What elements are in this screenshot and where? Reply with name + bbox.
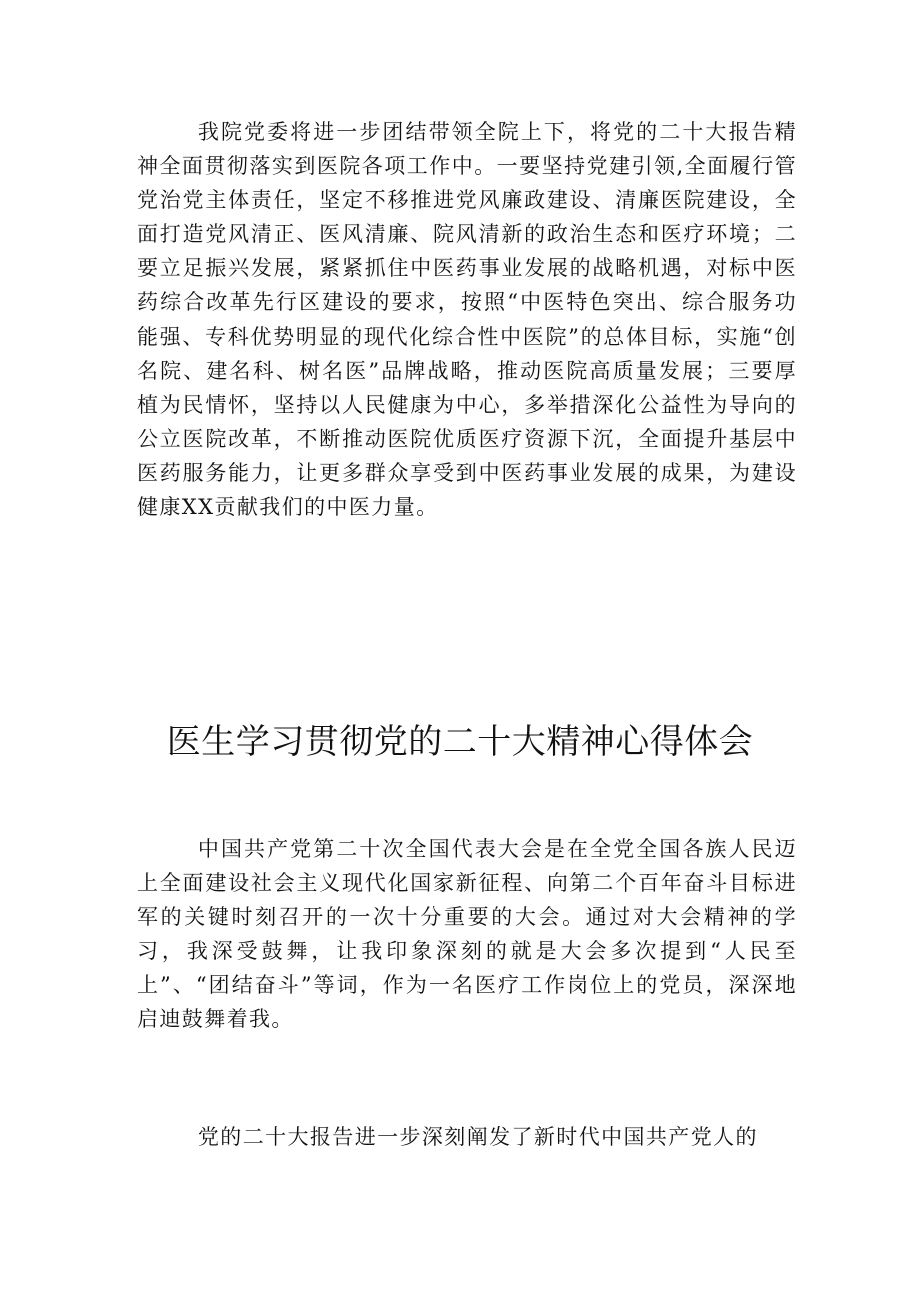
body-paragraph-1: 我院党委将进一步团结带领全院上下，将党的二十大报告精神全面贯彻落实到医院各项工作中。一要坚持党建引领,全面履行管党治党主体责任，坚定不移推进党风廉政建设、清廉医院建设，全面打造党风清正、医风清廉、院风清新的政治生态和医疗环境；二要立足振兴发展，紧紧抓住中医药事业发展的战略机遇，对标中医药综合改革先行区建设的要求，按照“中医特色突出、综合服务功能强、专科优势明显的现代化综合性中医院”的总体目标，实施“创名院、建名科、树名医”品牌战略，推动医院高质量发展；三要厚植为民情怀，坚持以人民健康为中心，多举措深化公益性为导向的公立医院改革，不断推动医院优质医疗资源下沉，全面提升基层中医药服务能力，让更多群众享受到中医药事业发展的成果，为建设健康XX贡献我们的中医力量。 — [137, 120, 797, 520]
body-paragraph-2: 中国共产党第二十次全国代表大会是在全党全国各族人民迈上全面建设社会主义现代化国家新征程、向第二个百年奋斗目标进军的关键时刻召开的一次十分重要的大会。通过对大会精神的学习，我深受鼓舞，让我印象深刻的就是大会多次提到“人民至上”、“团结奋斗”等词，作为一名医疗工作岗位上的党员，深深地启迪鼓舞着我。 — [137, 837, 797, 1032]
body-paragraph-3: 党的二十大报告进一步深刻阐发了新时代中国共产党人的 — [197, 1125, 758, 1149]
section-heading: 医生学习贯彻党的二十大精神心得体会 — [166, 722, 754, 762]
